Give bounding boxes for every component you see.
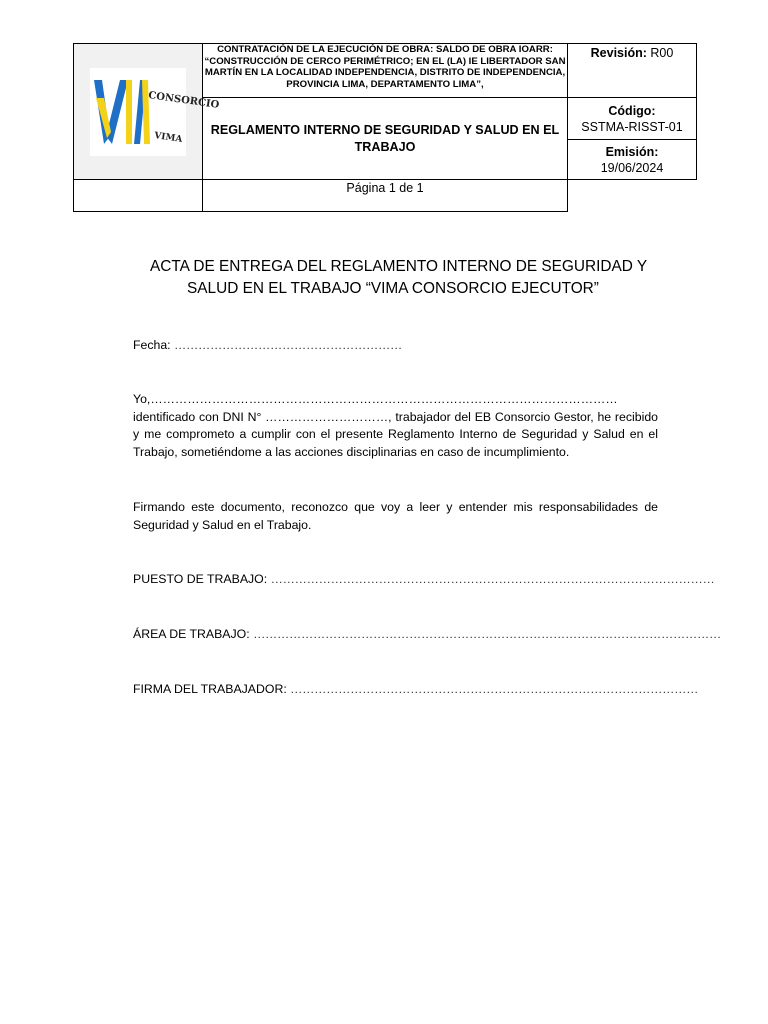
vima-logo-icon	[90, 68, 220, 156]
document-title-line2: SALUD EN EL TRABAJO “VIMA CONSORCIO EJECUTOR”	[187, 280, 599, 297]
date-field	[133, 338, 402, 352]
emission-value: 19/06/2024	[600, 160, 664, 175]
logo-text-top: CONSORCIO	[147, 89, 220, 111]
code-value: SSTMA-RISST-01	[581, 119, 683, 134]
emission-label: Emisión:	[605, 144, 659, 159]
worker-signature-field	[133, 682, 698, 696]
revision-label: Revisión:	[590, 46, 647, 60]
worker-signature-blank-line: …………………………………………………………………………………………	[290, 682, 699, 696]
document-header-table	[73, 43, 697, 212]
job-position-blank-line: …………………………………………………………………………………………………	[270, 572, 715, 586]
date-blank-line: …………………………………………………	[174, 338, 402, 352]
revision-cell	[568, 44, 697, 98]
regulation-title: REGLAMENTO INTERNO DE SEGURIDAD Y SALUD EN EL TRABAJO	[203, 98, 568, 180]
job-position-field	[133, 572, 714, 586]
document-title-line1: ACTA DE ENTREGA DEL REGLAMENTO INTERNO DE SEGURIDAD Y	[150, 258, 648, 275]
document-title	[150, 256, 670, 300]
worker-signature-label: FIRMA DEL TRABAJADOR:	[133, 682, 287, 696]
date-label: Fecha:	[133, 338, 171, 352]
project-description: CONTRATACIÓN DE LA EJECUCIÓN DE OBRA: SALDO DE OBRA IOARR: “CONSTRUCCIÓN DE CERCO PERIMÉTRICO; EN EL (LA) IE LIBERTADOR SAN MARTÍN EN LA LOCALIDAD INDEPENDENCIA, DISTRITO DE INDEPENDENCIA, PROVINCIA LIMA, DEPARTAMENTO LIMA”,	[203, 44, 568, 98]
commitment-paragraph: Firmando este documento, reconozco que voy a leer y entender mis responsabilidades de Seguridad y Salud en el Trabajo.	[133, 500, 658, 532]
work-area-blank-line: ………………………………………………………………………………………………………	[253, 627, 721, 641]
acknowledgement-paragraph: Yo,…………………………………………………………………………………………………… identificado con DNI N° …………………………, trabajador del EB Consorcio Gestor, he recibido y me comprometo a cumplir con el presente Reglamento Interno de Seguridad y Salud en el Trabajo, sometiéndome a las acciones disciplinarias en caso de incumplimiento.	[133, 392, 658, 459]
logo-cell	[74, 44, 220, 180]
code-cell	[568, 98, 697, 140]
job-position-label: PUESTO DE TRABAJO:	[133, 572, 268, 586]
revision-value: R00	[650, 46, 674, 60]
emission-cell	[568, 140, 697, 180]
blank-title-continuation	[74, 180, 203, 212]
work-area-field	[133, 627, 721, 641]
company-logo	[90, 68, 220, 156]
logo-text-bottom: VIMA	[153, 130, 183, 145]
work-area-label: ÁREA DE TRABAJO:	[133, 627, 250, 641]
code-label: Código:	[608, 103, 656, 118]
page-number: Página 1 de 1	[203, 180, 568, 212]
